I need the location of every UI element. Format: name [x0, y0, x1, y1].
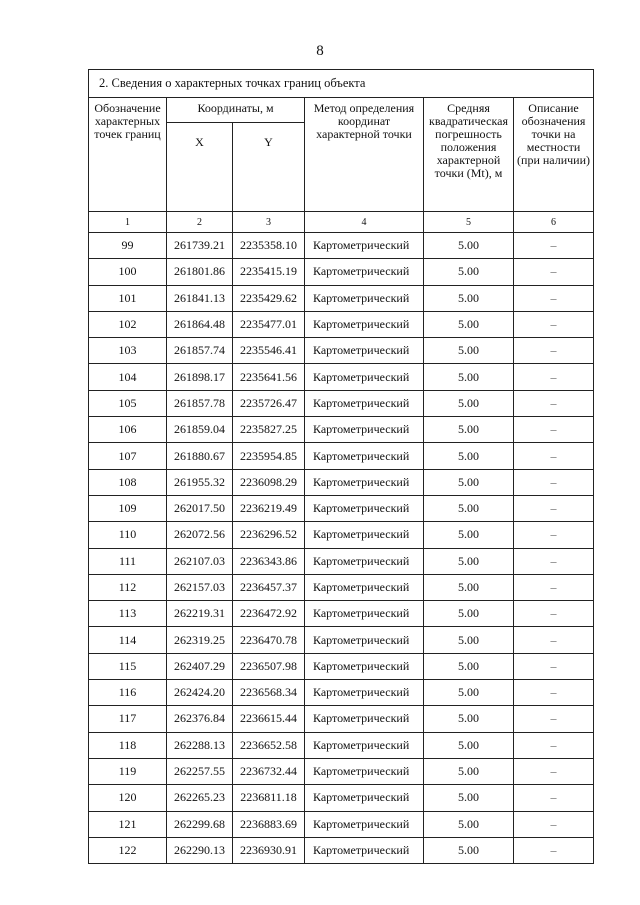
table-header: [89, 70, 594, 212]
method-cell: Картометрический: [305, 548, 424, 574]
method-cell: Картометрический: [305, 311, 424, 337]
y-coordinate-cell: 2235429.62: [233, 285, 305, 311]
table-body: [89, 233, 594, 864]
accuracy-cell: 5.00: [424, 495, 514, 521]
x-coordinate-cell: 262257.55: [167, 758, 233, 784]
table-row: [89, 364, 594, 390]
header-coordinates: Координаты, м: [167, 98, 305, 123]
table-row: [89, 338, 594, 364]
method-cell: Картометрический: [305, 837, 424, 863]
header-description: Описание обозначения точки на местности (при наличии): [514, 98, 594, 212]
y-coordinate-cell: 2236930.91: [233, 837, 305, 863]
header-accuracy: Средняя квадратическая погрешность положения характерной точки (Mt), м: [424, 98, 514, 212]
table-row: [89, 785, 594, 811]
column-number: 3: [233, 212, 305, 233]
x-coordinate-cell: 261955.32: [167, 469, 233, 495]
description-cell: –: [514, 785, 594, 811]
point-id-cell: 120: [89, 785, 167, 811]
point-id-cell: 105: [89, 390, 167, 416]
description-cell: –: [514, 338, 594, 364]
point-id-cell: 100: [89, 259, 167, 285]
description-cell: –: [514, 653, 594, 679]
point-id-cell: 107: [89, 443, 167, 469]
accuracy-cell: 5.00: [424, 758, 514, 784]
y-coordinate-cell: 2236811.18: [233, 785, 305, 811]
description-cell: –: [514, 627, 594, 653]
column-number: 2: [167, 212, 233, 233]
accuracy-cell: 5.00: [424, 732, 514, 758]
description-cell: –: [514, 548, 594, 574]
y-coordinate-cell: 2236457.37: [233, 574, 305, 600]
method-cell: Картометрический: [305, 732, 424, 758]
table-row: [89, 574, 594, 600]
x-coordinate-cell: 262288.13: [167, 732, 233, 758]
accuracy-cell: 5.00: [424, 680, 514, 706]
method-cell: Картометрический: [305, 811, 424, 837]
table-row: [89, 390, 594, 416]
accuracy-cell: 5.00: [424, 417, 514, 443]
point-id-cell: 101: [89, 285, 167, 311]
method-cell: Картометрический: [305, 680, 424, 706]
accuracy-cell: 5.00: [424, 233, 514, 259]
y-coordinate-cell: 2236343.86: [233, 548, 305, 574]
header-y: Y: [233, 123, 305, 212]
point-id-cell: 112: [89, 574, 167, 600]
method-cell: Картометрический: [305, 338, 424, 364]
table-row: [89, 601, 594, 627]
accuracy-cell: 5.00: [424, 443, 514, 469]
x-coordinate-cell: 262157.03: [167, 574, 233, 600]
method-cell: Картометрический: [305, 443, 424, 469]
column-number: 6: [514, 212, 594, 233]
table-row: [89, 259, 594, 285]
description-cell: –: [514, 680, 594, 706]
point-id-cell: 113: [89, 601, 167, 627]
description-cell: –: [514, 706, 594, 732]
x-coordinate-cell: 262319.25: [167, 627, 233, 653]
method-cell: Картометрический: [305, 627, 424, 653]
description-cell: –: [514, 390, 594, 416]
table-row: [89, 311, 594, 337]
y-coordinate-cell: 2235546.41: [233, 338, 305, 364]
description-cell: –: [514, 443, 594, 469]
point-id-cell: 121: [89, 811, 167, 837]
y-coordinate-cell: 2235415.19: [233, 259, 305, 285]
point-id-cell: 99: [89, 233, 167, 259]
x-coordinate-cell: 261859.04: [167, 417, 233, 443]
description-cell: –: [514, 311, 594, 337]
method-cell: Картометрический: [305, 574, 424, 600]
y-coordinate-cell: 2235641.56: [233, 364, 305, 390]
method-cell: Картометрический: [305, 364, 424, 390]
accuracy-cell: 5.00: [424, 574, 514, 600]
header-method: Метод определения координат характерной точки: [305, 98, 424, 212]
accuracy-cell: 5.00: [424, 469, 514, 495]
x-coordinate-cell: 261898.17: [167, 364, 233, 390]
x-coordinate-cell: 262219.31: [167, 601, 233, 627]
point-id-cell: 106: [89, 417, 167, 443]
accuracy-cell: 5.00: [424, 653, 514, 679]
accuracy-cell: 5.00: [424, 311, 514, 337]
description-cell: –: [514, 364, 594, 390]
point-id-cell: 117: [89, 706, 167, 732]
method-cell: Картометрический: [305, 390, 424, 416]
x-coordinate-cell: 262290.13: [167, 837, 233, 863]
accuracy-cell: 5.00: [424, 364, 514, 390]
point-id-cell: 102: [89, 311, 167, 337]
accuracy-cell: 5.00: [424, 811, 514, 837]
point-id-cell: 110: [89, 522, 167, 548]
x-coordinate-cell: 262107.03: [167, 548, 233, 574]
method-cell: Картометрический: [305, 233, 424, 259]
description-cell: –: [514, 469, 594, 495]
y-coordinate-cell: 2236296.52: [233, 522, 305, 548]
header-designation: Обозначение характерных точек границ: [89, 98, 167, 212]
accuracy-cell: 5.00: [424, 259, 514, 285]
description-cell: –: [514, 811, 594, 837]
page-number: 8: [316, 43, 324, 59]
y-coordinate-cell: 2235358.10: [233, 233, 305, 259]
table-row: [89, 627, 594, 653]
y-coordinate-cell: 2236883.69: [233, 811, 305, 837]
table-row: [89, 417, 594, 443]
description-cell: –: [514, 495, 594, 521]
x-coordinate-cell: 262265.23: [167, 785, 233, 811]
method-cell: Картометрический: [305, 469, 424, 495]
x-coordinate-cell: 262424.20: [167, 680, 233, 706]
accuracy-cell: 5.00: [424, 522, 514, 548]
x-coordinate-cell: 261841.13: [167, 285, 233, 311]
point-id-cell: 115: [89, 653, 167, 679]
y-coordinate-cell: 2236615.44: [233, 706, 305, 732]
accuracy-cell: 5.00: [424, 548, 514, 574]
method-cell: Картометрический: [305, 653, 424, 679]
method-cell: Картометрический: [305, 495, 424, 521]
table-row: [89, 758, 594, 784]
point-id-cell: 122: [89, 837, 167, 863]
description-cell: –: [514, 758, 594, 784]
description-cell: –: [514, 285, 594, 311]
y-coordinate-cell: 2235827.25: [233, 417, 305, 443]
method-cell: Картометрический: [305, 259, 424, 285]
point-id-cell: 119: [89, 758, 167, 784]
y-coordinate-cell: 2236472.92: [233, 601, 305, 627]
accuracy-cell: 5.00: [424, 601, 514, 627]
accuracy-cell: 5.00: [424, 837, 514, 863]
accuracy-cell: 5.00: [424, 338, 514, 364]
header-x: X: [167, 123, 233, 212]
y-coordinate-cell: 2236507.98: [233, 653, 305, 679]
method-cell: Картометрический: [305, 601, 424, 627]
method-cell: Картометрический: [305, 785, 424, 811]
x-coordinate-cell: 261739.21: [167, 233, 233, 259]
method-cell: Картометрический: [305, 758, 424, 784]
x-coordinate-cell: 262017.50: [167, 495, 233, 521]
column-number-row: [89, 212, 594, 233]
table-row: [89, 522, 594, 548]
method-cell: Картометрический: [305, 285, 424, 311]
point-id-cell: 108: [89, 469, 167, 495]
x-coordinate-cell: 261801.86: [167, 259, 233, 285]
method-cell: Картометрический: [305, 417, 424, 443]
description-cell: –: [514, 259, 594, 285]
point-id-cell: 116: [89, 680, 167, 706]
table-row: [89, 285, 594, 311]
y-coordinate-cell: 2235726.47: [233, 390, 305, 416]
table-row: [89, 732, 594, 758]
column-number: 4: [305, 212, 424, 233]
point-id-cell: 118: [89, 732, 167, 758]
table-row: [89, 811, 594, 837]
y-coordinate-cell: 2236652.58: [233, 732, 305, 758]
accuracy-cell: 5.00: [424, 785, 514, 811]
y-coordinate-cell: 2236098.29: [233, 469, 305, 495]
accuracy-cell: 5.00: [424, 285, 514, 311]
y-coordinate-cell: 2236732.44: [233, 758, 305, 784]
x-coordinate-cell: 261857.78: [167, 390, 233, 416]
description-cell: –: [514, 522, 594, 548]
x-coordinate-cell: 262072.56: [167, 522, 233, 548]
point-id-cell: 114: [89, 627, 167, 653]
table-row: [89, 443, 594, 469]
column-number: 5: [424, 212, 514, 233]
table-row: [89, 233, 594, 259]
description-cell: –: [514, 837, 594, 863]
description-cell: –: [514, 601, 594, 627]
point-id-cell: 109: [89, 495, 167, 521]
accuracy-cell: 5.00: [424, 627, 514, 653]
x-coordinate-cell: 261864.48: [167, 311, 233, 337]
description-cell: –: [514, 574, 594, 600]
description-cell: –: [514, 732, 594, 758]
accuracy-cell: 5.00: [424, 706, 514, 732]
x-coordinate-cell: 262376.84: [167, 706, 233, 732]
accuracy-cell: 5.00: [424, 390, 514, 416]
column-number: 1: [89, 212, 167, 233]
table-row: [89, 495, 594, 521]
y-coordinate-cell: 2236219.49: [233, 495, 305, 521]
y-coordinate-cell: 2236568.34: [233, 680, 305, 706]
description-cell: –: [514, 233, 594, 259]
y-coordinate-cell: 2235954.85: [233, 443, 305, 469]
description-cell: –: [514, 417, 594, 443]
table-row: [89, 653, 594, 679]
method-cell: Картометрический: [305, 706, 424, 732]
point-id-cell: 111: [89, 548, 167, 574]
y-coordinate-cell: 2236470.78: [233, 627, 305, 653]
table-row: [89, 548, 594, 574]
x-coordinate-cell: 262407.29: [167, 653, 233, 679]
boundary-points-table: [88, 69, 594, 864]
x-coordinate-cell: 261857.74: [167, 338, 233, 364]
table-row: [89, 469, 594, 495]
y-coordinate-cell: 2235477.01: [233, 311, 305, 337]
table-row: [89, 680, 594, 706]
point-id-cell: 104: [89, 364, 167, 390]
section-title: 2. Сведения о характерных точках границ объекта: [89, 70, 594, 98]
table-row: [89, 837, 594, 863]
point-id-cell: 103: [89, 338, 167, 364]
x-coordinate-cell: 262299.68: [167, 811, 233, 837]
x-coordinate-cell: 261880.67: [167, 443, 233, 469]
method-cell: Картометрический: [305, 522, 424, 548]
table-row: [89, 706, 594, 732]
